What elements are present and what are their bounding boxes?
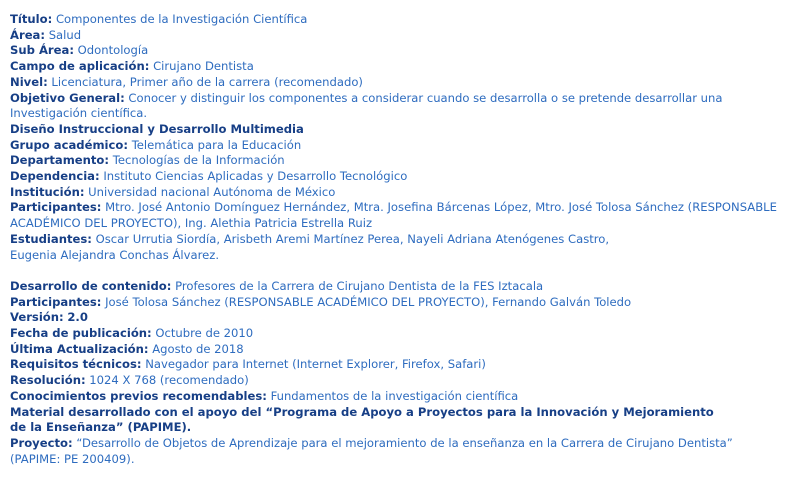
material-row [10,405,800,421]
participantes-diseno-value: Mtro. José Antonio Domínguez Hernández, Mtra. Josefina Bárcenas López, Mtro. José Tolosa Sánchez (RESPONSABLE ACADÉMICO DEL PROYECTO), Ing. Alethia Patricia Estrella Ruiz [10,200,777,231]
grupo-label: Grupo académico: [10,137,128,152]
institucion-value: Universidad nacional Autónoma de México [88,184,336,199]
ultima-actualizacion-value: Agosto de 2018 [152,341,244,356]
campo-label: Campo de aplicación: [10,59,150,74]
section-spacer [10,263,800,279]
desarrollo-value: Profesores de la Carrera de Cirujano Dentista de la FES Iztacala [175,278,544,293]
sub-area-row [10,43,800,59]
estudiantes-row-cont [10,248,800,264]
requisitos-row [10,357,800,373]
objetivo-label: Objetivo General: [10,90,125,105]
desarrollo-row [10,279,800,295]
titulo-value: Componentes de la Investigación Científica [55,12,308,26]
requisitos-value: Navegador para Internet (Internet Explorer, Firefox, Safari) [145,357,486,372]
proyecto-label: Proyecto: [10,435,73,450]
material-line2: de la Enseñanza” (PAPIME). [10,420,192,435]
proyecto-value-line2: (PAPIME: PE 200409). [10,451,135,466]
fecha-publicacion-row [10,326,800,342]
ultima-actualizacion-row [10,342,800,358]
version-label: Versión: [10,310,64,325]
fecha-publicacion-value: Octubre de 2010 [155,326,254,341]
participantes-diseno-row [10,200,800,231]
desarrollo-label: Desarrollo de contenido: [10,278,172,293]
participantes-contenido-value: José Tolosa Sánchez (RESPONSABLE ACADÉMICO DEL PROYECTO), Fernando Galván Toledo [105,294,632,309]
version-value: 2.0 [67,310,88,325]
institucion-label: Institución: [10,184,85,199]
ultima-actualizacion-label: Última Actualización: [10,341,149,356]
estudiantes-value-line2: Eugenia Alejandra Conchas Álvarez. [10,247,220,262]
nivel-label: Nivel: [10,74,48,89]
proyecto-value-line1: “Desarrollo de Objetos de Aprendizaje para el mejoramiento de la enseñanza en la Carrera de Cirujano Dentista” [76,435,733,450]
departamento-label: Departamento: [10,153,110,168]
area-row [10,28,800,44]
resolucion-label: Resolución: [10,373,86,388]
objetivo-row [10,91,800,122]
resolucion-value: 1024 X 768 (recomendado) [89,373,249,388]
grupo-value: Telemática para la Educación [131,137,302,152]
participantes-contenido-row [10,295,800,311]
grupo-row [10,138,800,154]
institucion-row [10,185,800,201]
conocimientos-row [10,389,800,405]
participantes-contenido-label: Participantes: [10,294,102,309]
version-row [10,310,800,326]
conocimientos-label: Conocimientos previos recomendables: [10,388,267,403]
conocimientos-value: Fundamentos de la investigación científica [270,388,519,403]
diseno-heading: Diseño Instruccional y Desarrollo Multimedia [10,121,304,136]
campo-value: Cirujano Dentista [153,59,254,74]
material-line1: Material desarrollado con el apoyo del “Programa de Apoyo a Proyectos para la Innovación y Mejoramiento [10,404,714,419]
campo-row [10,59,800,75]
fecha-publicacion-label: Fecha de publicación: [10,326,152,341]
estudiantes-row [10,232,800,248]
estudiantes-label: Estudiantes: [10,231,92,246]
area-value: Salud [48,27,82,42]
sub-area-value: Odontología [77,43,149,58]
proyecto-row-cont [10,452,800,468]
nivel-row [10,75,800,91]
proyecto-row [10,436,800,452]
resolucion-row [10,373,800,389]
dependencia-value: Instituto Ciencias Aplicadas y Desarrollo Tecnológico [103,169,408,184]
departamento-value: Tecnologías de la Información [112,153,285,168]
participantes-diseno-label: Participantes: [10,200,102,215]
material-row-cont [10,420,800,436]
nivel-value: Licenciatura, Primer año de la carrera (recomendado) [51,74,363,89]
credits-panel [10,12,800,467]
sub-area-label: Sub Área: [10,43,74,58]
dependencia-label: Dependencia: [10,169,100,184]
titulo-label: Título: [10,12,53,26]
diseno-heading-row [10,122,800,138]
estudiantes-value-line1: Oscar Urrutia Siordía, Arisbeth Aremi Martínez Perea, Nayeli Adriana Atenógenes Castro, [95,231,610,246]
requisitos-label: Requisitos técnicos: [10,357,142,372]
departamento-row [10,153,800,169]
area-label: Área: [10,27,46,42]
titulo-row [10,12,800,28]
dependencia-row [10,169,800,185]
objetivo-value: Conocer y distinguir los componentes a considerar cuando se desarrolla o se pretende desarrollar una Investigación científica. [10,90,723,121]
